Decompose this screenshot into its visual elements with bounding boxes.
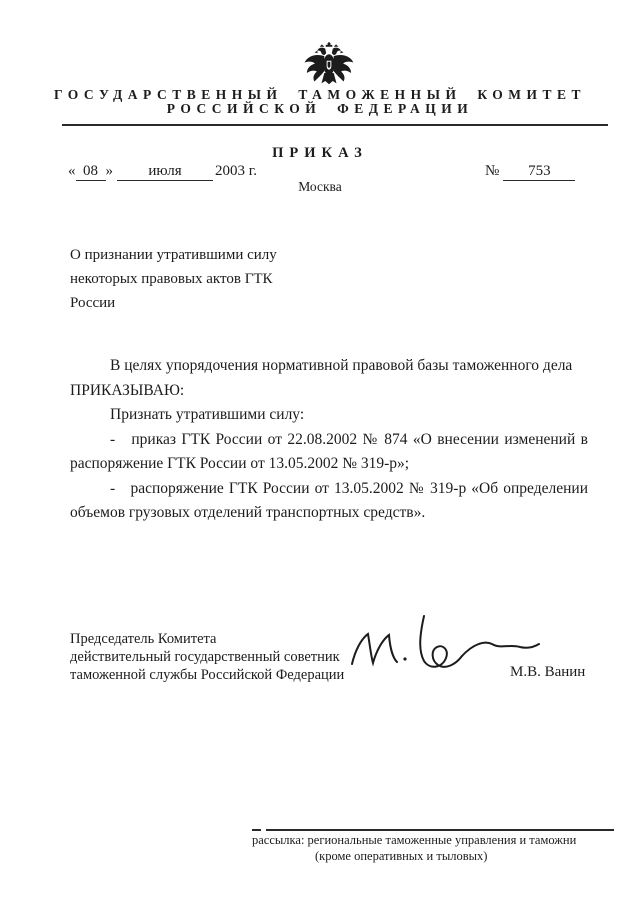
letterhead bbox=[0, 88, 640, 116]
distribution-line1: рассылка: региональные таможенные управления и таможни bbox=[252, 833, 577, 847]
signatory-title-line3: таможенной службы Российской Федерации bbox=[70, 667, 345, 683]
body-orders-word: ПРИКАЗЫВАЮ: bbox=[70, 381, 185, 399]
order-body bbox=[70, 354, 588, 526]
number-label: № bbox=[485, 163, 500, 179]
signatory-title-line1: Председатель Комитета bbox=[70, 631, 217, 647]
distribution-line2: (кроме оперативных и тыловых) bbox=[315, 849, 488, 863]
order-subject: О признании утратившими силу некоторых правовых актов ГТК России bbox=[70, 247, 277, 311]
signatory-title bbox=[70, 630, 344, 684]
russia-coat-of-arms-icon bbox=[300, 42, 358, 89]
doc-type-title: ПРИКАЗ bbox=[272, 145, 368, 161]
date-day: 08 bbox=[76, 163, 106, 181]
distribution-note bbox=[252, 832, 576, 864]
city-label: Москва bbox=[298, 179, 342, 194]
signatory-title-line2: действительный государственный советник bbox=[70, 649, 340, 665]
signatory-name: М.В. Ванин bbox=[510, 664, 586, 680]
footer-divider bbox=[266, 829, 614, 831]
date-month: июля bbox=[117, 163, 213, 181]
body-intro: В целях упорядочения нормативной правовой базы таможенного дела bbox=[110, 357, 573, 374]
date-close-quote: » bbox=[105, 163, 113, 179]
body-item-2: - распоряжение ГТК России от 13.05.2002 № 319-р «Об определении объемов грузовых отделений транспортных средств». bbox=[70, 479, 588, 521]
number-value: 753 bbox=[503, 163, 575, 181]
body-item-1: - приказ ГТК России от 22.08.2002 № 874 «О внесении изменений в распоряжение ГТК России от 13.05.2002 № 319-р»; bbox=[70, 430, 588, 472]
letterhead-divider bbox=[62, 124, 608, 126]
date-open-quote: « bbox=[68, 163, 76, 179]
org-name-line2: РОССИЙСКОЙ ФЕДЕРАЦИИ bbox=[166, 101, 474, 116]
date-year: 2003 г. bbox=[215, 163, 257, 179]
footer-dash bbox=[252, 829, 261, 831]
body-resolve-intro: Признать утратившими силу: bbox=[110, 406, 305, 423]
org-name-line1: ГОСУДАРСТВЕННЫЙ ТАМОЖЕННЫЙ КОМИТЕТ bbox=[53, 87, 587, 102]
